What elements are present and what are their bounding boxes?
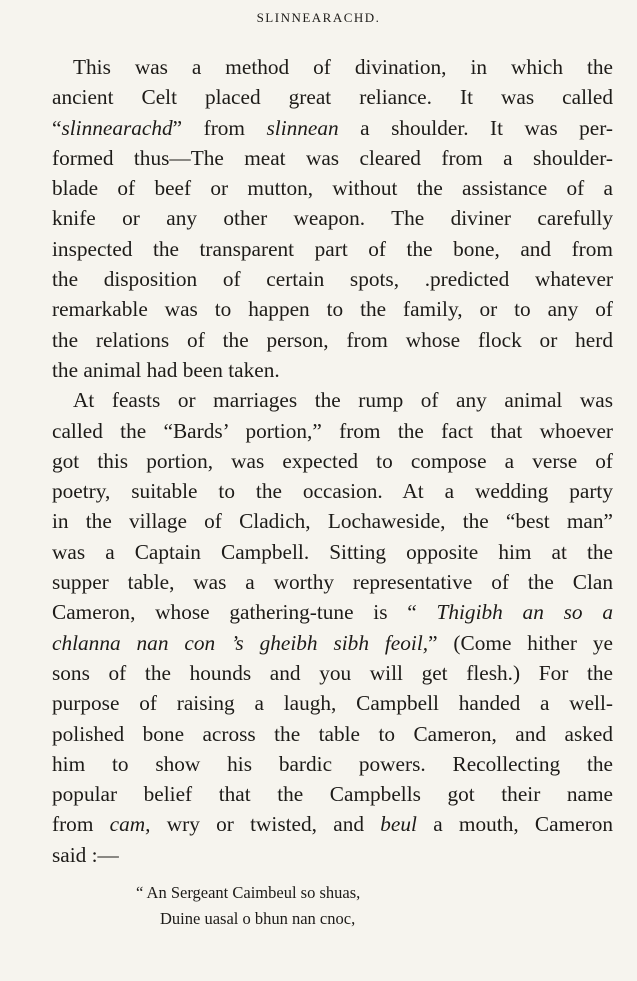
text-line: sons of the hounds and you will get flesh.) For the bbox=[52, 660, 613, 685]
text-line: was a Captain Campbell. Sitting opposite him at the bbox=[52, 539, 613, 564]
text-run: a mouth, Cameron bbox=[416, 812, 613, 837]
italic-term: slinnearachd bbox=[61, 115, 173, 140]
text-line bbox=[52, 809, 613, 839]
running-head: SLINNEARACHD. bbox=[256, 10, 381, 25]
text-line: inspected the transparent part of the bone, and from bbox=[52, 236, 613, 261]
text-line: got this portion, was expected to compose a verse of bbox=[52, 448, 613, 473]
paragraph-1 bbox=[52, 52, 613, 385]
italic-term: slinnean bbox=[266, 115, 339, 140]
text-line: called the “Bards’ portion,” from the fact that whoever bbox=[52, 418, 613, 443]
verse-line: “ An Sergeant Caimbeul so shuas, bbox=[136, 883, 361, 903]
text-line bbox=[52, 597, 613, 627]
italic-gaelic: Thigibh an so a bbox=[436, 600, 613, 625]
text-line: in the village of Cladich, Lochaweside, the “best man” bbox=[52, 509, 613, 534]
text-line: polished bone across the table to Cameron, and asked bbox=[52, 721, 613, 746]
text-run: ” (Come hither ye bbox=[428, 630, 613, 655]
text-line: the disposition of certain spots, .predicted whatever bbox=[52, 267, 613, 292]
text-line: supper table, was a worthy representative of the Clan bbox=[52, 570, 613, 595]
text-line: formed thus—The meat was cleared from a shoulder- bbox=[52, 145, 613, 170]
text-line: poetry, suitable to the occasion. At a wedding party bbox=[52, 479, 613, 504]
text-line: remarkable was to happen to the family, or to any of bbox=[52, 297, 613, 322]
paragraph-2 bbox=[52, 385, 613, 870]
text-line: blade of beef or mutton, without the assistance of a bbox=[52, 176, 613, 201]
verse-line: Duine uasal o bhun nan cnoc, bbox=[160, 909, 356, 929]
text-run: Cameron, whose gathering-tune is “ bbox=[52, 600, 437, 625]
text-run: from bbox=[52, 812, 110, 837]
italic-term: cam, bbox=[109, 812, 151, 837]
text-line bbox=[52, 113, 613, 143]
italic-term: beul bbox=[380, 812, 417, 837]
italic-gaelic: chlanna nan con ’s gheibh sibh feoil, bbox=[52, 630, 429, 655]
text-line bbox=[52, 628, 613, 658]
text-line: the relations of the person, from whose flock or herd bbox=[52, 327, 613, 352]
text-line: the animal had been taken. bbox=[52, 357, 280, 382]
text-line: said :— bbox=[52, 842, 119, 867]
text-line: him to show his bardic powers. Recollecting the bbox=[52, 751, 613, 776]
verse-quote bbox=[52, 880, 613, 932]
text-run: wry or twisted, and bbox=[150, 812, 381, 837]
text-run: a shoulder. It was per- bbox=[338, 115, 613, 140]
text-line: At feasts or marriages the rump of any animal was bbox=[73, 388, 613, 413]
text-line: ancient Celt placed great reliance. It was called bbox=[52, 85, 613, 110]
text-line: popular belief that the Campbells got their name bbox=[52, 782, 613, 807]
text-line: purpose of raising a laugh, Campbell handed a well- bbox=[52, 691, 613, 716]
text-run: ” from bbox=[172, 115, 267, 140]
text-line: This was a method of divination, in which the bbox=[73, 55, 613, 79]
text-run: “ bbox=[52, 115, 62, 140]
text-line: knife or any other weapon. The diviner carefully bbox=[52, 206, 613, 231]
